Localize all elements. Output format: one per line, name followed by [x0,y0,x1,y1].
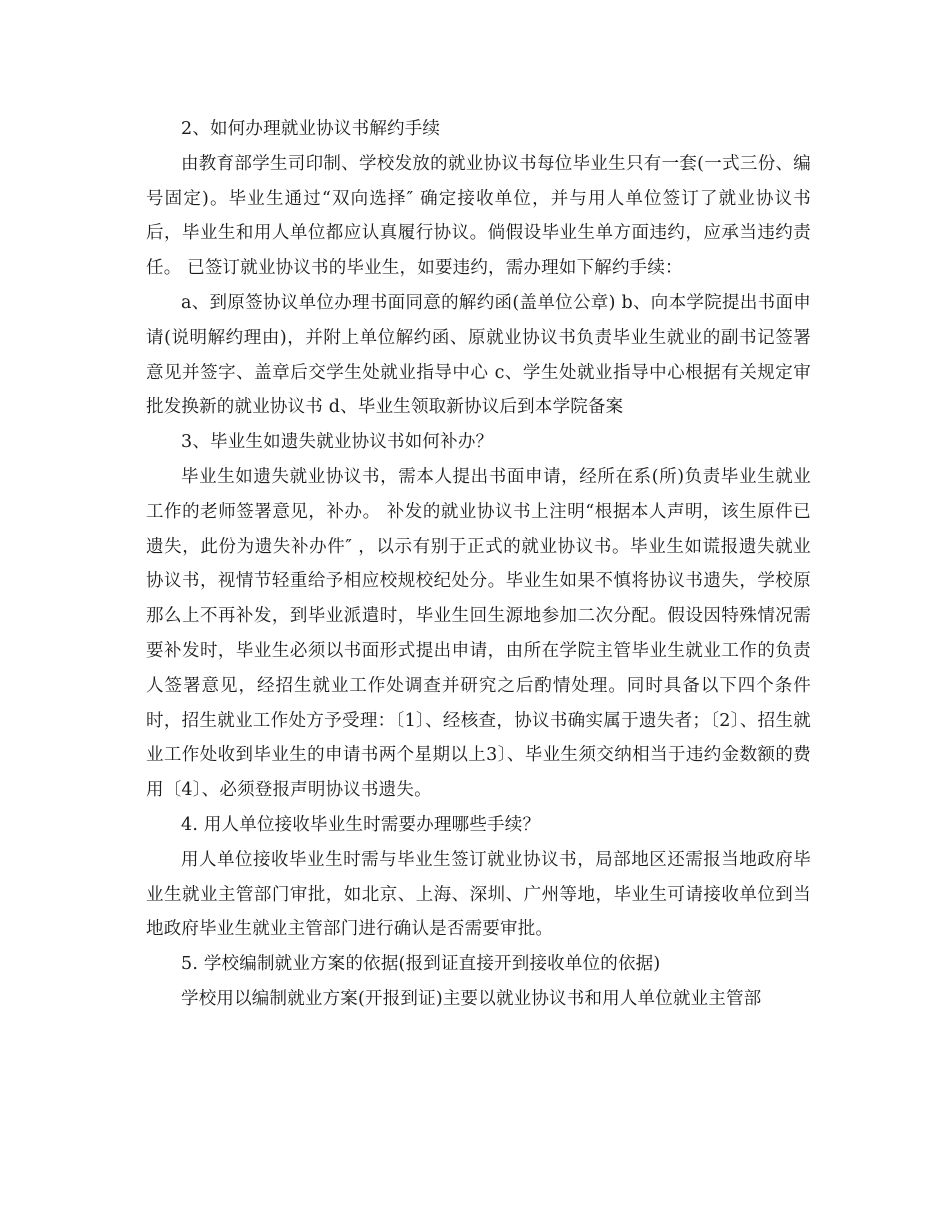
heading-termination-procedure: 2、如何办理就业协议书解约手续 [181,119,441,139]
heading-lost-agreement: 3、毕业生如遗失就业协议书如何补办？ [181,432,494,453]
paragraph-lost-agreement: 毕业生如遗失就业协议书，需本人提出书面申请，经所在系(所)负责毕业生就业工作的老师签署意见，补办。 补发的就业协议书上注明“根据本人声明，该生原件已遗失，此份为遗失补办件″ ，以示有别于正式的就业协议书。毕业生如谎报遗失就业协议书，视情节轻重给予相应校规校纪处分。毕业生如果不慎将协议书遗失，学校原那么上不再补发，到毕业派遣时，毕业生回生源地参加二次分配。假设因特殊情况需要补发时，毕业生必须以书面形式提出申请，由所在学院主管毕业生就业工作的负责人签署意见，经招生就业工作处调查并研究之后酌情处理。同时具备以下四个条件时，招生就业工作处方予受理：〔1〕、经核查，协议书确实属于遗失者；〔2〕、招生就业工作处收到毕业生的申请书两个星期以上3〕、毕业生须交纳相当于违约金数额的费用〔4〕、必须登报声明协议书遗失。 [146,466,811,801]
heading-employer-procedure: 4. 用人单位接收毕业生时需要办理哪些手续？ [181,814,541,835]
heading-employment-plan-basis: 5. 学校编制就业方案的依据(报到证直接开到接收单位的依据) [181,954,661,975]
paragraph-termination-intro: 由教育部学生司印制、学校发放的就业协议书每位毕业生只有一套(一式三份、编号固定)。毕业生通过“双向选择″ 确定接收单位，并与用人单位签订了就业协议书后，毕业生和用人单位都应认真履行协议。倘假设毕业生单方面违约，应承当违约责任。 已签订就业协议书的毕业生，如要违约，需办理如下解约手续： [146,153,811,279]
paragraph-termination-steps: a、到原签协议单位办理书面同意的解约函(盖单位公章) b、向本学院提出书面申请(说明解约理由)，并附上单位解约函、原就业协议书负责毕业生就业的副书记签署意见并签字、盖章后交学生处就业指导中心 c、学生处就业指导中心根据有关规定审批发换新的就业协议书 d、毕业生领取新协议后到本学院备案 [146,292,811,418]
paragraph-employer-procedure: 用人单位接收毕业生时需与毕业生签订就业协议书，局部地区还需报当地政府毕业生就业主管部门审批，如北京、上海、深圳、广州等地，毕业生可请接收单位到当地政府毕业生就业主管部门进行确认是否需要审批。 [146,849,811,940]
paragraph-employment-plan-basis: 学校用以编制就业方案(开报到证)主要以就业协议书和用人单位就业主管部 [181,988,762,1009]
document-body [146,112,811,1017]
